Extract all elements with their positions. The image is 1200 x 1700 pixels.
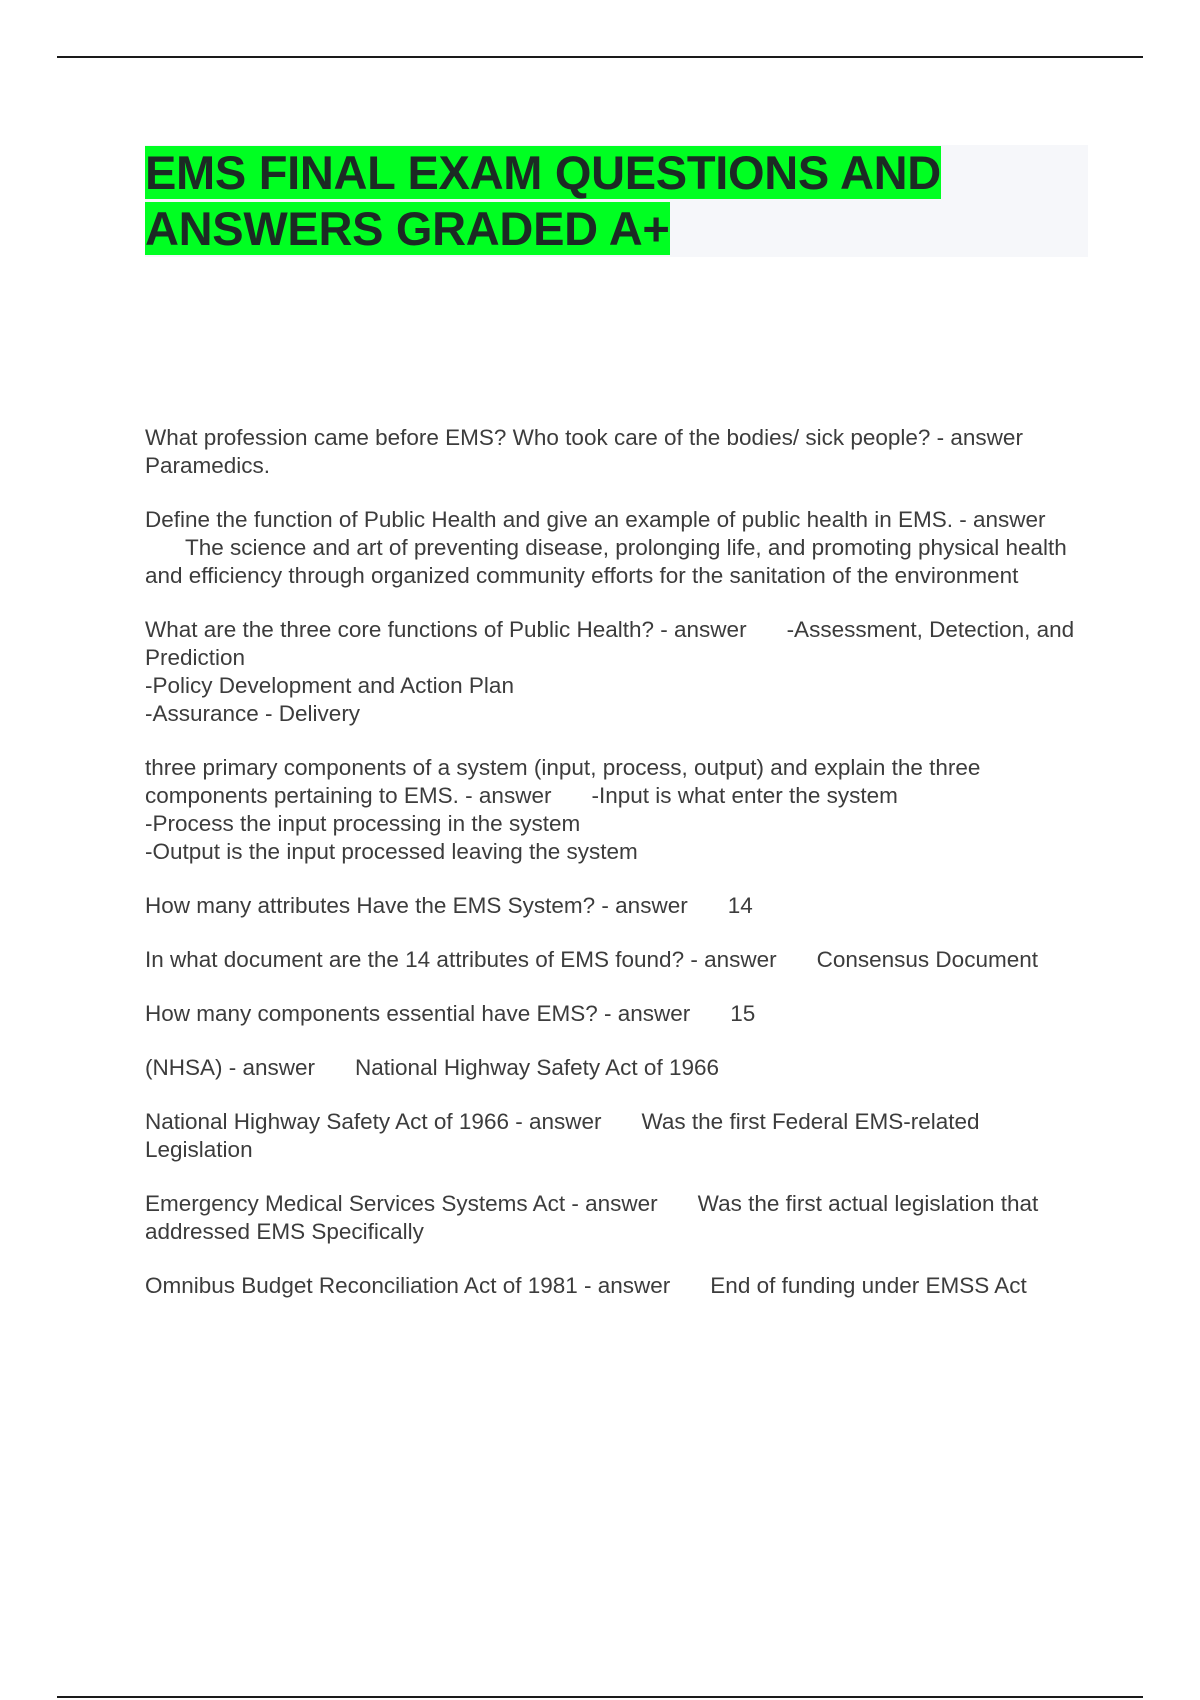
document-title bbox=[145, 145, 1088, 257]
bottom-rule bbox=[57, 1696, 1143, 1698]
question-text: Emergency Medical Services Systems Act - answer bbox=[145, 1191, 658, 1216]
top-rule bbox=[57, 56, 1143, 58]
qa-item bbox=[145, 424, 1085, 480]
qa-item bbox=[145, 616, 1085, 728]
question-text: What profession came before EMS? Who took care of the bodies/ sick people? - answer bbox=[145, 425, 1023, 450]
question-text: Omnibus Budget Reconciliation Act of 1981 - answer bbox=[145, 1273, 671, 1298]
answer-text: Consensus Document bbox=[816, 947, 1038, 972]
answer-text: 14 bbox=[727, 893, 753, 918]
question-text: Define the function of Public Health and give an example of public health in EMS. - answer bbox=[145, 507, 1046, 532]
title-block bbox=[145, 145, 1088, 257]
qa-item bbox=[145, 1000, 1085, 1028]
qa-item bbox=[145, 506, 1085, 590]
question-text: three primary components of a system (input, process, output) and explain the three components pertaining to EMS. - answer bbox=[145, 755, 987, 808]
qa-list bbox=[145, 424, 1085, 1326]
qa-item bbox=[145, 1272, 1085, 1300]
question-text: What are the three core functions of Public Health? - answer bbox=[145, 617, 747, 642]
qa-item bbox=[145, 1054, 1085, 1082]
answer-text: Paramedics. bbox=[145, 453, 271, 478]
answer-text: -Assessment, Detection, and Prediction -Policy Development and Action Plan -Assurance - Delivery bbox=[145, 617, 1075, 726]
qa-item bbox=[145, 1108, 1085, 1164]
answer-text: Was the first actual legislation that addressed EMS Specifically bbox=[145, 1191, 1045, 1244]
qa-item bbox=[145, 754, 1085, 866]
question-text: In what document are the 14 attributes of EMS found? - answer bbox=[145, 947, 777, 972]
question-text: National Highway Safety Act of 1966 - answer bbox=[145, 1109, 602, 1134]
qa-item bbox=[145, 946, 1085, 974]
answer-text: Was the first Federal EMS-related Legislation bbox=[145, 1109, 986, 1162]
answer-text: -Input is what enter the system -Process the input processing in the system -Output is the input processed leaving the system bbox=[145, 783, 898, 864]
answer-text: National Highway Safety Act of 1966 bbox=[355, 1055, 719, 1080]
qa-item bbox=[145, 1190, 1085, 1246]
answer-text: 15 bbox=[730, 1001, 756, 1026]
title-highlight: EMS FINAL EXAM QUESTIONS AND ANSWERS GRADED A+ bbox=[145, 146, 941, 255]
question-text: How many attributes Have the EMS System? - answer bbox=[145, 893, 688, 918]
answer-text: End of funding under EMSS Act bbox=[710, 1273, 1027, 1298]
question-text: (NHSA) - answer bbox=[145, 1055, 316, 1080]
answer-text: The science and art of preventing disease, prolonging life, and promoting physical health and efficiency through organized community efforts for the sanitation of the environment bbox=[145, 535, 1074, 588]
question-text: How many components essential have EMS? - answer bbox=[145, 1001, 691, 1026]
qa-item bbox=[145, 892, 1085, 920]
